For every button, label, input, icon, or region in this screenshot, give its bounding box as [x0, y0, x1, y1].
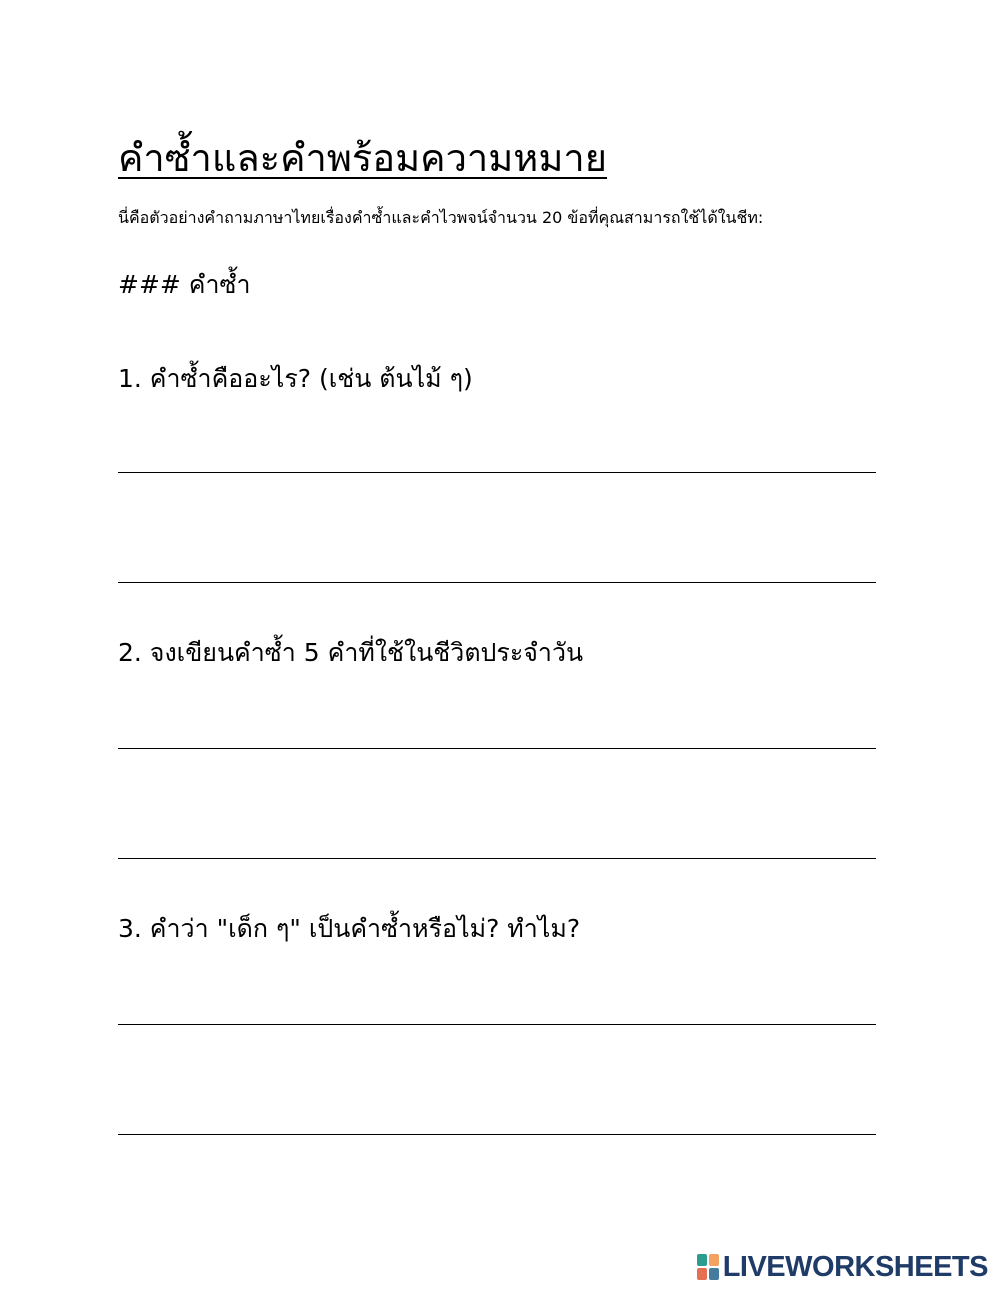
question-2: 2. จงเขียนคำซ้ำ 5 คำที่ใช้ในชีวิตประจำวัน [118, 638, 584, 667]
answer-line-3b[interactable] [118, 1134, 876, 1135]
answer-line-2a[interactable] [118, 748, 876, 749]
logo-square-2 [709, 1254, 719, 1266]
liveworksheets-brand[interactable] [697, 1252, 988, 1282]
brand-name: LIVEWORKSHEETS [722, 1251, 988, 1283]
answer-line-1b[interactable] [118, 582, 876, 583]
worksheet-title: คำซ้ำและคำพร้อมความหมาย [118, 136, 608, 180]
logo-square-1 [697, 1254, 707, 1266]
intro-text: นี่คือตัวอย่างคำถามภาษาไทยเรื่องคำซ้ำและคำไวพจน์จำนวน 20 ข้อที่คุณสามารถใช้ได้ในชีท: [118, 208, 764, 227]
answer-line-1a[interactable] [118, 472, 876, 473]
question-3: 3. คำว่า "เด็ก ๆ" เป็นคำซ้ำหรือไม่? ทำไม? [118, 914, 581, 943]
answer-line-2b[interactable] [118, 858, 876, 859]
logo-square-3 [697, 1268, 707, 1280]
section-heading: ### คำซ้ำ [118, 270, 251, 299]
question-1: 1. คำซ้ำคืออะไร? (เช่น ต้นไม้ ๆ) [118, 364, 473, 393]
liveworksheets-logo-icon [697, 1254, 719, 1280]
logo-square-4 [709, 1268, 719, 1280]
answer-line-3a[interactable] [118, 1024, 876, 1025]
